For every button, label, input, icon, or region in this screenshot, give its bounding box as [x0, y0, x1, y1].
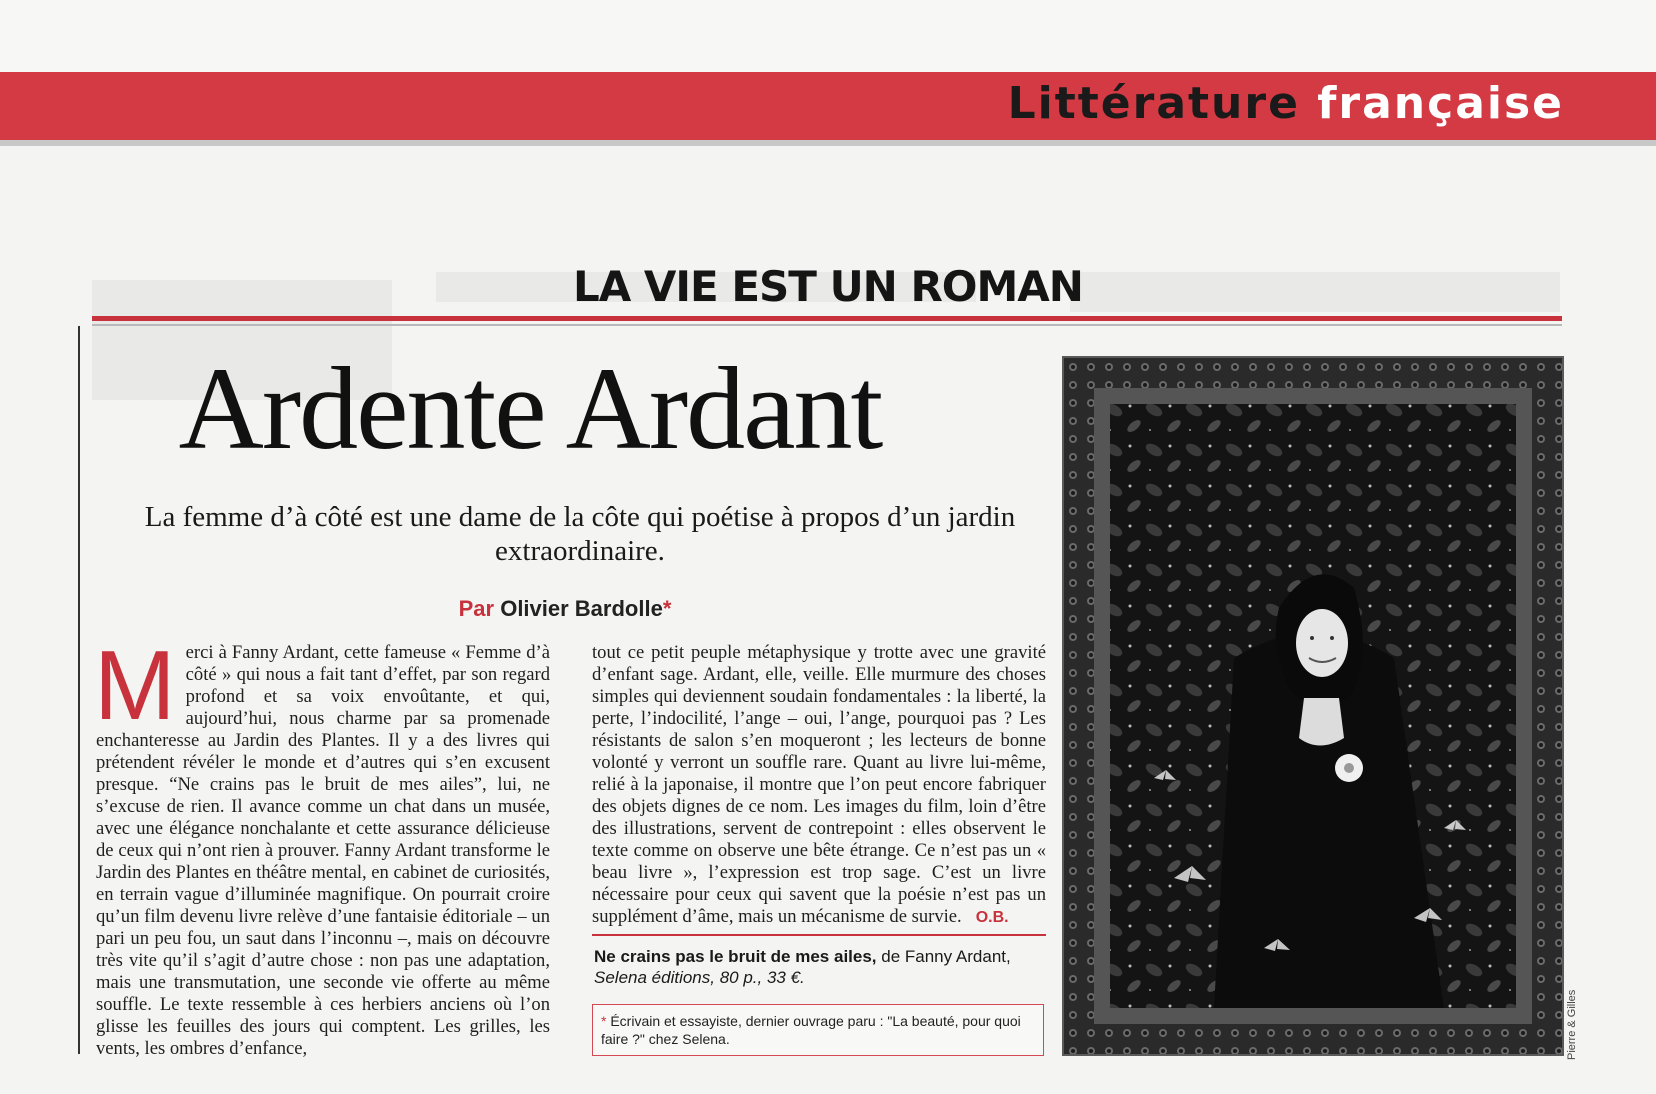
- flower-brooch: [1335, 754, 1363, 782]
- author-signature: O.B.: [975, 909, 1009, 926]
- article-headline: Ardente Ardant: [178, 343, 882, 474]
- section-title-word-2: française: [1317, 78, 1564, 129]
- footnote-text: Écrivain et essayiste, dernier ouvrage paru : "La beauté, pour quoi faire ?" chez Selena.: [601, 1013, 1021, 1047]
- byline-author: Olivier Bardolle: [500, 596, 663, 621]
- book-reference: [594, 946, 1054, 988]
- author-footnote-box: [592, 1004, 1044, 1056]
- kicker-rule-shadow: [92, 324, 1562, 326]
- book-title: Ne crains pas le bruit de mes ailes,: [594, 947, 877, 966]
- drop-cap: M: [94, 630, 176, 740]
- photo-credit: Pierre & Gilles: [1566, 989, 1578, 1060]
- column-1-text: erci à Fanny Ardant, cette fameuse « Femme d’à côté » qui nous a fait tant d’effet, par son regard profond et sa voix envoûtante, et qui, aujourd’hui, nous charme par sa promenade enchanteresse au Jardin des Plantes. Il y a des livres qui prétendent révéler le monde et d’autres qui s’en excusent presque. “Ne crains pas le bruit de mes ailes”, lui, ne s’excuse de rien. Il avance comme un chat dans un musée, avec une élégance nonchalante et cette assurance délicieuse de ceux qui n’ont rien à prouver. Fanny Ardant transforme le Jardin des Plantes en théâtre mental, en cabinet de curiosités, en terrain vague d’illuminée magnifique. On pourrait croire qu’un film devenu livre relève d’une fantaisie éditoriale – un pari un peu fou, un saut dans l’inconnu –, mais on découvre très vite qu’il s’agit d’autre chose : non pas une adaptation, mais une transmutation, une seconde vie offerte au même souffle. Le texte ressemble à ces herbiers anciens où l’on glisse les feuilles des jours qui comptent. Les grilles, les vents, les ombres d’enfance,: [96, 642, 550, 1059]
- article-deck: La femme d’à côté est une dame de la côte qui poétise à propos d’un jardin extraordinaire.: [144, 501, 1016, 567]
- portrait-photo: [1064, 358, 1562, 1054]
- article-byline: [0, 596, 1130, 622]
- book-ref-rule: [592, 934, 1046, 936]
- section-title: [1008, 78, 1564, 129]
- section-title-word-1: Littérature: [1007, 78, 1300, 129]
- article-column-2: [592, 642, 1046, 929]
- portrait-photo-frame: [1062, 356, 1564, 1056]
- book-author: de Fanny Ardant,: [876, 947, 1011, 966]
- column-2-text: tout ce petit peuple métaphysique y trotte avec une gravité d’enfant sage. Ardant, elle, veille. Elle murmure des choses simples qui deviennent soudain fondamentales : la liberté, la perte, l’indocilité, l’ange – oui, l’ange, pourquoi pas ? Les résistants de salon s’en moqueront ; les lecteurs de bonne volonté y verront un souffle rare. Quant au livre lui-même, relié à la japonaise, il montre que l’on peut encore fabriquer des objets dignes de ce nom. Les images du film, loin d’être des illustrations, servent de contrepoint : elles observent le texte comme on observe une bête étrange. Ce n’est pas un « beau livre », l’expression est trop sage. C’est un livre nécessaire pour ceux qui savent que la poésie n’est pas un supplément d’âme, mais un mécanisme de survie.: [592, 642, 1046, 927]
- page-top-margin: [0, 0, 1656, 72]
- section-banner: [0, 72, 1656, 146]
- article-column-1: [94, 630, 550, 1060]
- byline-footnote-mark: *: [662, 596, 672, 621]
- kicker-rule: [92, 316, 1562, 321]
- footnote-asterisk: *: [601, 1013, 607, 1029]
- article-kicker: LA VIE EST UN ROMAN: [573, 262, 1083, 311]
- byline-prefix: Par: [458, 596, 495, 621]
- book-publisher: Selena éditions, 80 p., 33 €.: [594, 968, 805, 987]
